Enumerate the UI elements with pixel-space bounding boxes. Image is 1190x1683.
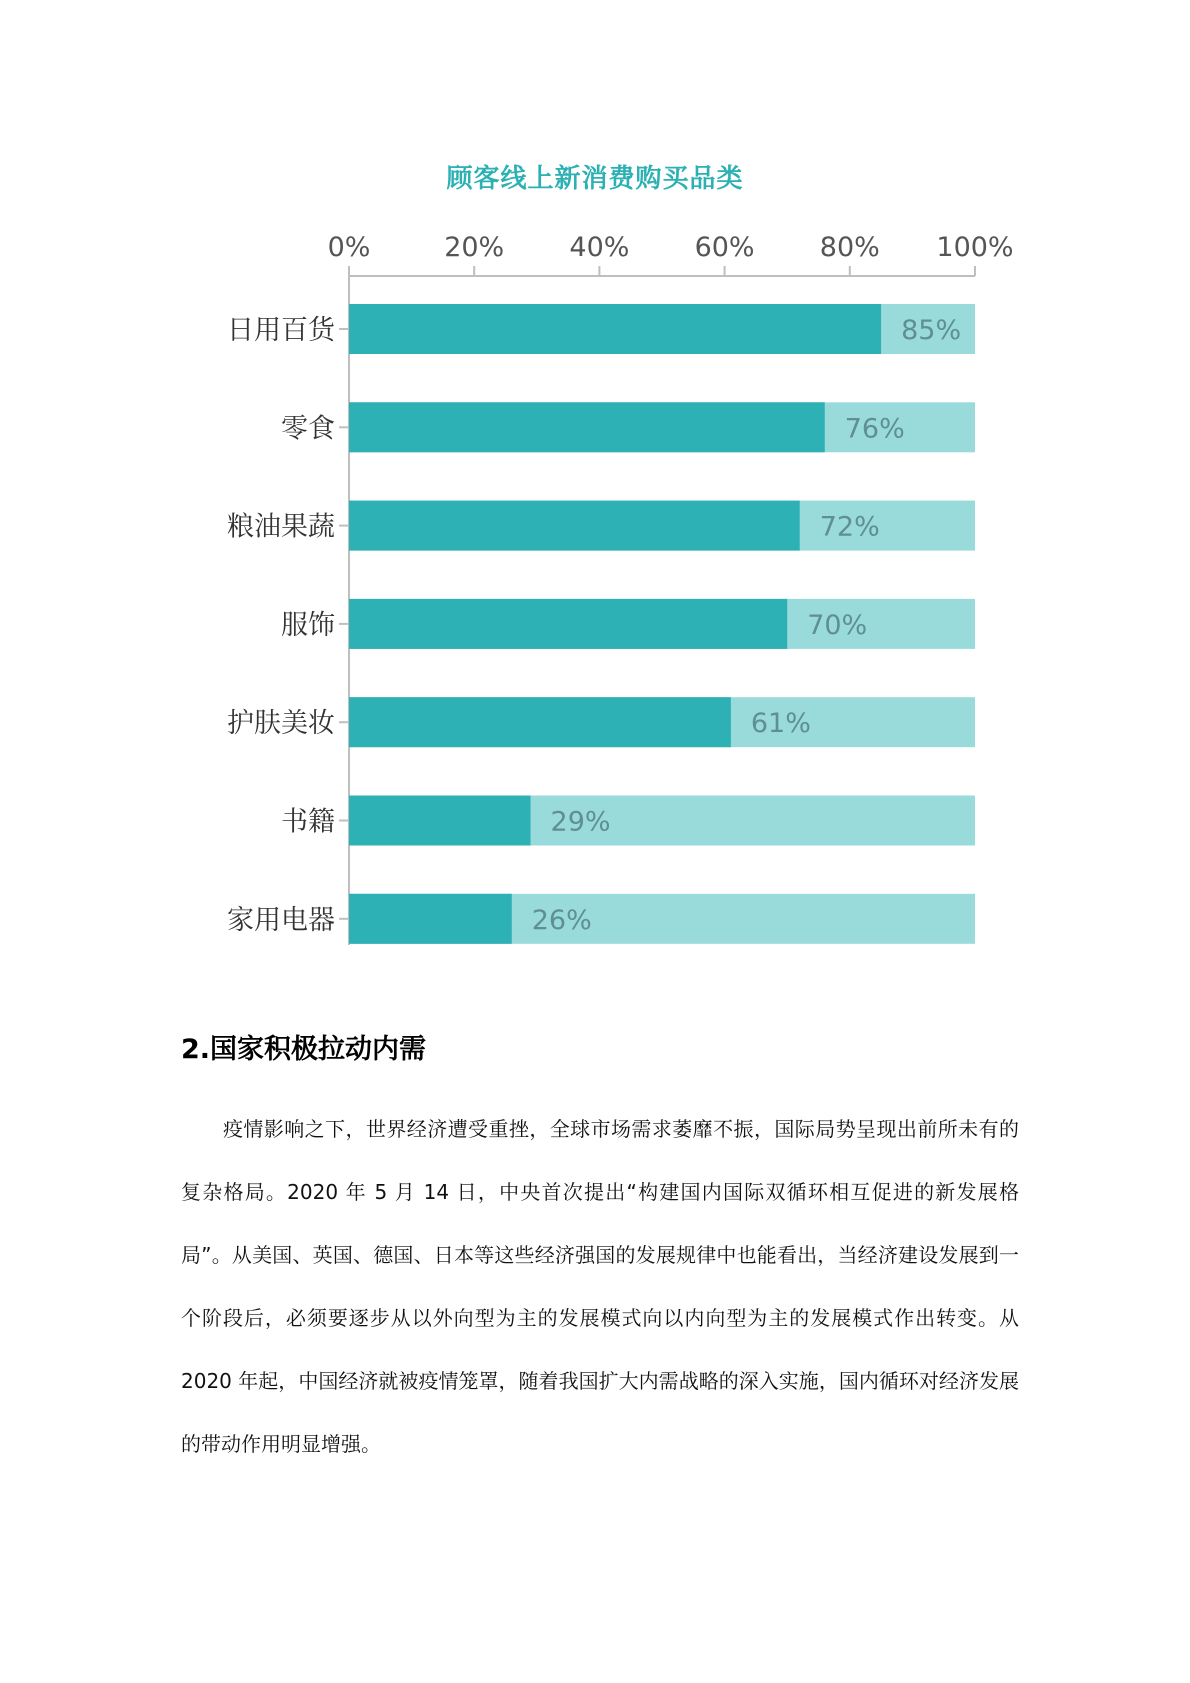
bar-value-label: 29%: [550, 806, 611, 838]
bar-value: [349, 402, 825, 452]
x-tick-label: 20%: [444, 232, 505, 263]
bar-value-label: 76%: [844, 413, 905, 445]
category-label: 书籍: [281, 806, 335, 838]
bar-value-label: 61%: [750, 708, 811, 740]
bar-value-label: 26%: [531, 904, 592, 936]
bar-value: [349, 796, 531, 846]
x-tick-label: 80%: [819, 232, 880, 263]
chart-title: 顾客线上新消费购买品类: [446, 164, 744, 194]
bar-value-label: 70%: [807, 609, 868, 641]
bar-value-label: 85%: [901, 315, 962, 346]
body-paragraph: 疫情影响之下，世界经济遭受重挫，全球市场需求萎靡不振，国际局势呈现出前所未有的复杂格局。2020 年 5 月 14 日，中央首次提出“构建国内国际双循环相互促进的新发展格局”。从美国、英国、德国、日本等这些经济强国的发展规律中也能看出，当经济建设发展到一个阶段后，必须要逐步从以外向型为主的发展模式向以内向型为主的发展模式作出转变。从 2020 年起，中国经济就被疫情笼罩，随着我国扩大内需战略的深入实施，国内循环对经济发展的带动作用明显增强。: [181, 1117, 1019, 1456]
x-tick-label: 40%: [569, 232, 630, 263]
bar-value: [349, 304, 881, 354]
category-label: 护肤美妆: [227, 708, 335, 740]
category-label: 日用百货: [227, 315, 335, 346]
category-label: 零食: [281, 413, 335, 445]
bar-value: [349, 599, 787, 649]
bar-value: [349, 894, 512, 944]
bar-value: [349, 697, 731, 747]
x-tick-label: 100%: [936, 232, 1014, 263]
x-tick-label: 0%: [327, 232, 371, 263]
section-heading: 2.国家积极拉动内需: [181, 1034, 427, 1065]
bar-value-label: 72%: [819, 511, 880, 543]
x-tick-label: 60%: [694, 232, 755, 263]
category-label: 家用电器: [227, 904, 335, 936]
bar-value: [349, 501, 800, 551]
category-label: 粮油果蔬: [227, 511, 335, 543]
category-label: 服饰: [281, 609, 335, 641]
